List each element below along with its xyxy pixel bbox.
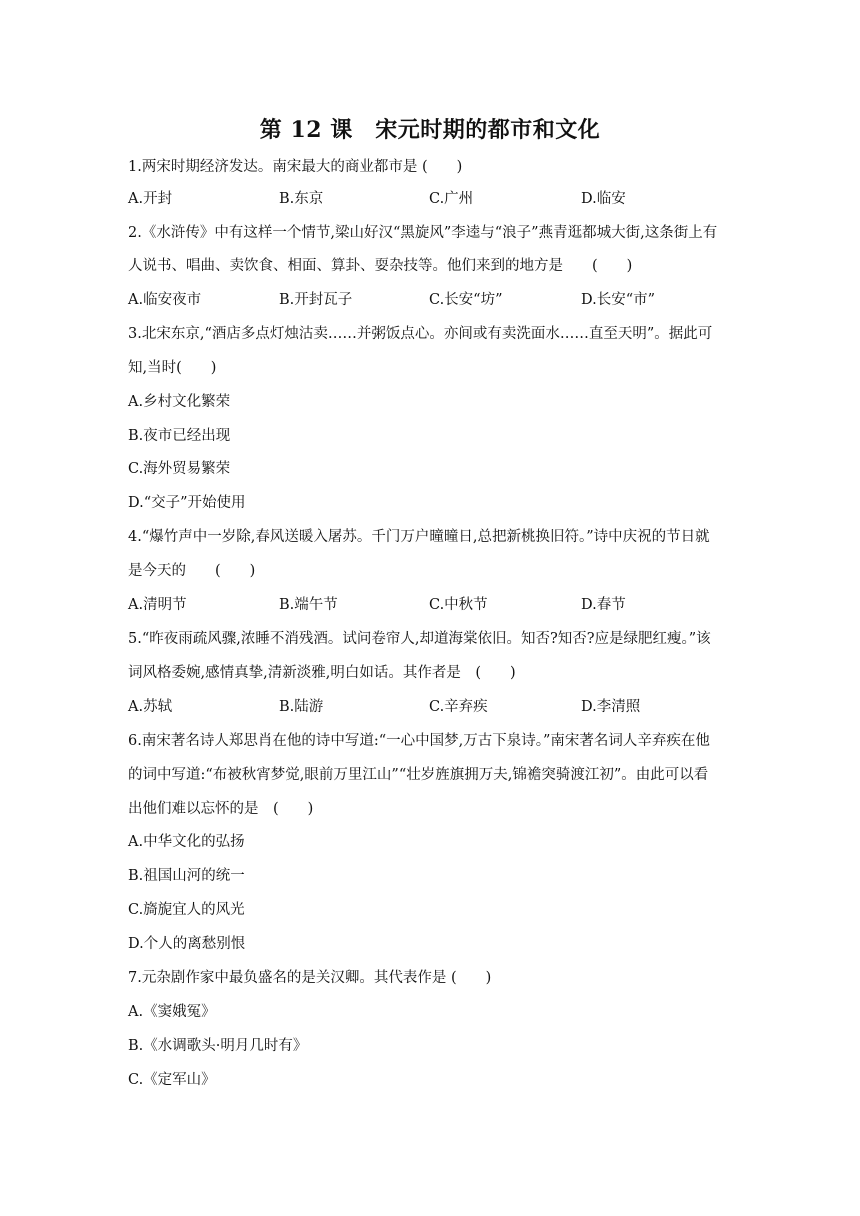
q7-option-c: C.《定军山》 <box>128 1072 216 1088</box>
q1-option-b: B.东京 <box>279 191 324 207</box>
q3-option-c: C.海外贸易繁荣 <box>128 461 231 477</box>
q1-option-c: C.广州 <box>429 191 474 207</box>
question-1-options <box>128 189 748 209</box>
question-2-stem-line-2: 人说书、唱曲、卖饮食、相面、算卦、耍杂技等。他们来到的地方是 ( ) <box>128 258 633 274</box>
question-5-stem-line-2: 词风格委婉,感情真挚,清新淡雅,明白如话。其作者是 ( ) <box>128 665 516 681</box>
q6-option-a: A.中华文化的弘扬 <box>128 834 245 850</box>
lesson-title: 第 12 课 宋元时期的都市和文化 <box>259 117 601 143</box>
q5-option-c: C.辛弃疾 <box>429 699 488 715</box>
q2-option-c: C.长安“坊” <box>429 292 503 308</box>
question-6-stem-line-1: 6.南宋著名诗人郑思肖在他的诗中写道:“一心中国梦,万古下泉诗。”南宋著名词人辛弃疾在他 <box>128 733 710 749</box>
question-3-stem-line-1: 3.北宋东京,“酒店多点灯烛沽卖……并粥饭点心。亦间或有卖洗面水……直至天明”。据此可 <box>128 326 713 342</box>
q1-option-d: D.临安 <box>581 191 626 207</box>
q5-option-d: D.李清照 <box>581 699 641 715</box>
q5-option-b: B.陆游 <box>279 699 324 715</box>
q6-option-b: B.祖国山河的统一 <box>128 868 245 884</box>
q2-option-d: D.长安“市” <box>581 292 656 308</box>
question-2-options <box>128 290 748 310</box>
q1-option-a: A.开封 <box>128 191 173 207</box>
q3-option-a: A.乡村文化繁荣 <box>128 394 231 410</box>
q3-option-b: B.夜市已经出现 <box>128 428 231 444</box>
question-4-stem-line-1: 4.“爆竹声中一岁除,春风送暖入屠苏。千门万户曈曈日,总把新桃换旧符。”诗中庆祝的节日就 <box>128 529 710 545</box>
question-2-stem-line-1: 2.《水浒传》中有这样一个情节,梁山好汉“黑旋风”李逵与“浪子”燕青逛都城大街,这条街上有 <box>128 225 718 241</box>
question-4-stem-line-2: 是今天的 ( ) <box>128 563 256 579</box>
q5-option-a: A.苏轼 <box>128 699 173 715</box>
q3-option-d: D.“交子”开始使用 <box>128 495 246 511</box>
question-7-stem: 7.元杂剧作家中最负盛名的是关汉卿。其代表作是 ( ) <box>128 970 492 986</box>
q4-option-b: B.端午节 <box>279 597 338 613</box>
q6-option-c: C.旖旎宜人的风光 <box>128 902 245 918</box>
q7-option-b: B.《水调歌头·明月几时有》 <box>128 1038 308 1054</box>
question-3-stem-line-2: 知,当时( ) <box>128 360 217 376</box>
question-6-stem-line-3: 出他们难以忘怀的是 ( ) <box>128 801 314 817</box>
q6-option-d: D.个人的离愁别恨 <box>128 936 246 952</box>
q4-option-d: D.春节 <box>581 597 626 613</box>
q7-option-a: A.《窦娥冤》 <box>128 1004 216 1020</box>
q4-option-a: A.清明节 <box>128 597 187 613</box>
question-5-options <box>128 697 748 717</box>
q2-option-a: A.临安夜市 <box>128 292 202 308</box>
q2-option-b: B.开封瓦子 <box>279 292 353 308</box>
q4-option-c: C.中秋节 <box>429 597 488 613</box>
question-1-stem: 1.两宋时期经济发达。南宋最大的商业都市是 ( ) <box>128 159 463 175</box>
question-5-stem-line-1: 5.“昨夜雨疏风骤,浓睡不消残酒。试问卷帘人,却道海棠依旧。知否?知否?应是绿肥红瘦。”该 <box>128 631 711 647</box>
question-4-options <box>128 595 748 615</box>
question-6-stem-line-2: 的词中写道:“布被秋宵梦觉,眼前万里江山”“壮岁旌旗拥万夫,锦襜突骑渡江初”。由此可以看 <box>128 767 709 783</box>
